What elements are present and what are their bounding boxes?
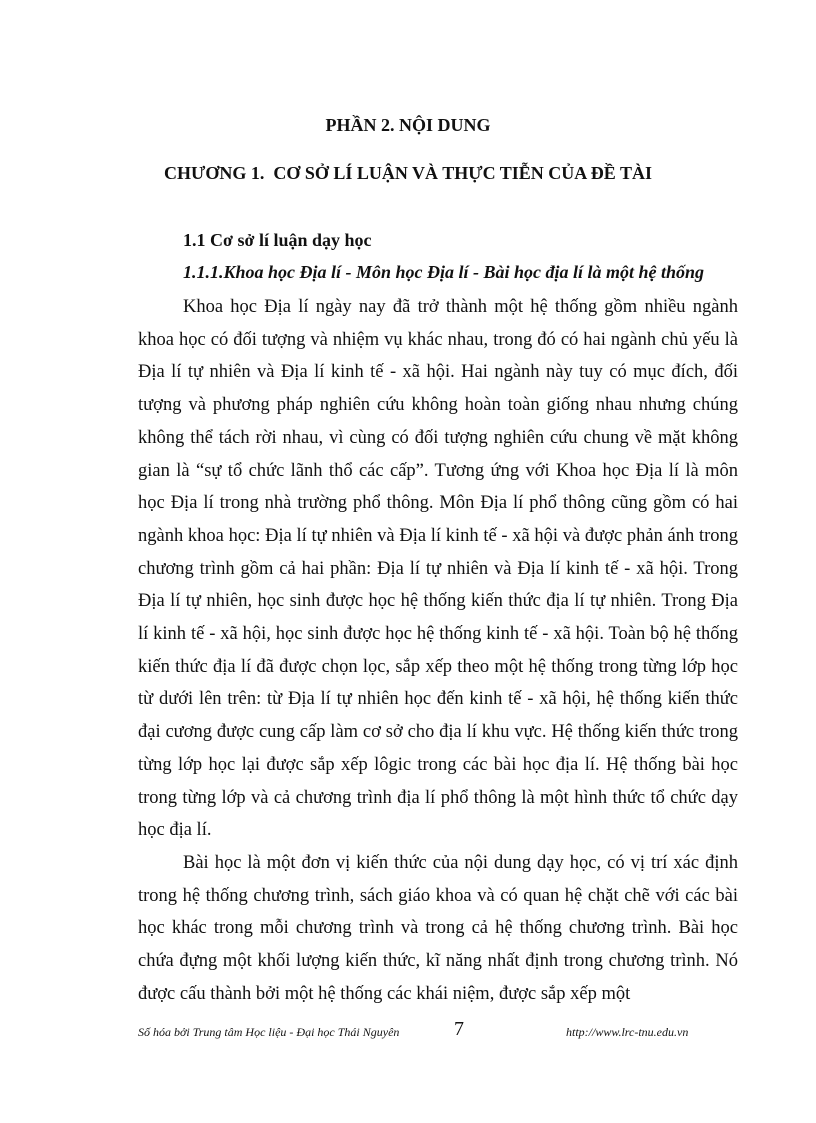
footer-url[interactable]: http://www.lrc-tnu.edu.vn [566,1025,689,1039]
subsection-heading: 1.1.1.Khoa học Địa lí - Môn học Địa lí - Bài học địa lí là một hệ thống [183,262,705,282]
chapter-title: CHƯƠNG 1. CƠ SỞ LÍ LUẬN VÀ THỰC TIỄN CỦA ĐỀ TÀI [164,163,652,183]
part-title: PHẦN 2. NỘI DUNG [325,115,491,135]
page-number: 7 [454,1018,464,1040]
body-text [138,291,738,1010]
paragraph-1: Khoa học Địa lí ngày nay đã trở thành một hệ thống gồm nhiều ngành khoa học có đối tượng và nhiệm vụ khác nhau, trong đó có hai ngành chủ yếu là Địa lí tự nhiên và Địa lí kinh tế - xã hội. Hai ngành này tuy có mục đích, đối tượng và phương pháp nghiên cứu không hoàn toàn giống nhau nhưng chúng không thể tách rời nhau, vì cùng có đối tượng nghiên cứu chung về mặt không gian là “sự tổ chức lãnh thổ các cấp”. Tương ứng với Khoa học Địa lí là môn học Địa lí trong nhà trường phổ thông. Môn Địa lí phổ thông cũng gồm có hai ngành khoa học: Địa lí tự nhiên và Địa lí kinh tế - xã hội và được phản ánh trong chương trình gồm cả hai phần: Địa lí tự nhiên và Địa lí kinh tế - xã hội. Trong Địa lí tự nhiên, học sinh được học hệ thống kiến thức địa lí tự nhiên. Trong Địa lí kinh tế - xã hội, học sinh được học hệ thống kinh tế - xã hội. Toàn bộ hệ thống kiến thức địa lí đã được chọn lọc, sắp xếp theo một hệ thống trong từng lớp học từ dưới lên trên: từ Địa lí tự nhiên học đến kinh tế - xã hội, hệ thống kiến thức đại cương được cung cấp làm cơ sở cho địa lí khu vực. Hệ thống kiến thức trong từng lớp học lại được sắp xếp lôgic trong các bài học địa lí. Hệ thống bài học trong từng lớp và cả chương trình địa lí phổ thông là một hình thức tổ chức dạy học địa lí. [138,297,738,841]
section-heading: 1.1 Cơ sở lí luận dạy học [183,230,372,250]
paragraph-2: Bài học là một đơn vị kiến thức của nội dung dạy học, có vị trí xác định trong hệ thống chương trình, sách giáo khoa và có quan hệ chặt chẽ với các bài học khác trong mỗi chương trình và trong cả hệ thống chương trình. Bài học chứa đựng một khối lượng kiến thức, kĩ năng nhất định trong chương trình. Nó được cấu thành bởi một hệ thống các khái niệm, được sắp xếp một [138,852,738,1004]
footer-source: Số hóa bởi Trung tâm Học liệu - Đại học Thái Nguyên [138,1025,400,1039]
